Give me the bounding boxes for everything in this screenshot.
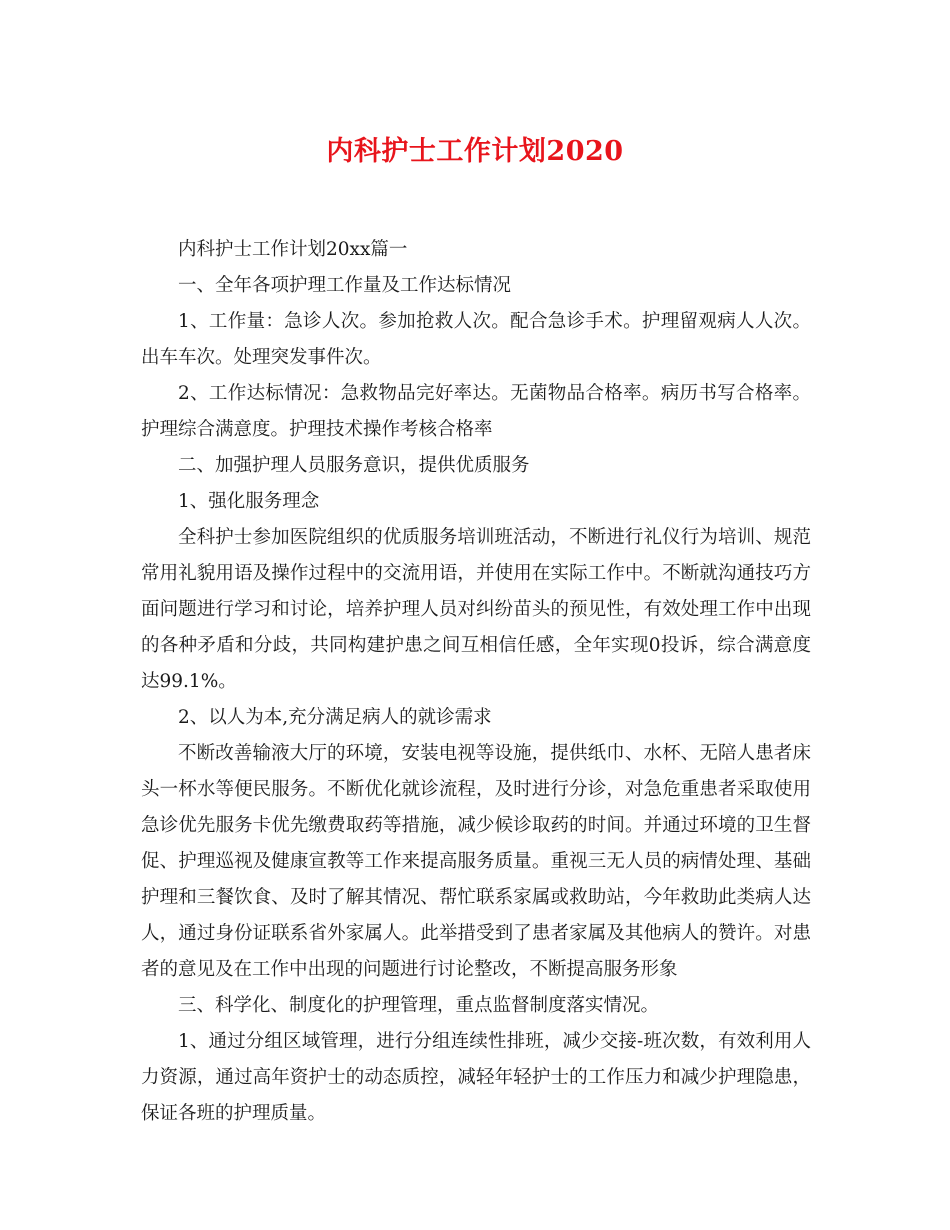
document-body [141, 232, 811, 1132]
subheading-service-concept: 1、强化服务理念 [178, 491, 320, 512]
paragraph-patient-services: 不断改善输液大厅的环境，安装电视等设施，提供纸巾、水杯、无陪人患者床头一杯水等便民服务。不断优化就诊流程，及时进行分诊，对急危重患者采取使用急诊优先服务卡优先缴费取药等措施，减少候诊取药的时间。并通过环境的卫生督促、护理巡视及健康宣教等工作来提高服务质量。重视三无人员的病情处理、基础护理和三餐饮食、及时了解其情况、帮忙联系家属或救助站，今年救助此类病人达人，通过身份证联系省外家属人。此举措受到了患者家属及其他病人的赞许。对患者的意见及在工作中出现的问题进行讨论整改，不断提高服务形象 [141, 743, 811, 980]
document-title: 内科护士工作计划2020 [326, 136, 624, 167]
paragraph-standards: 2、工作达标情况：急救物品完好率达。无菌物品合格率。病历书写合格率。护理综合满意度。护理技术操作考核合格率 [141, 383, 811, 440]
paragraph-subtitle: 内科护士工作计划20xx篇一 [178, 239, 408, 260]
section-heading-2: 二、加强护理人员服务意识，提供优质服务 [178, 455, 530, 476]
paragraph-workload: 1、工作量：急诊人次。参加抢救人次。配合急诊手术。护理留观病人人次。出车车次。处理突发事件次。 [141, 311, 811, 368]
section-heading-1: 一、全年各项护理工作量及工作达标情况 [178, 275, 512, 296]
subheading-patient-needs: 2、以人为本,充分满足病人的就诊需求 [178, 707, 492, 728]
paragraph-service-training: 全科护士参加医院组织的优质服务培训班活动，不断进行礼仪行为培训、规范常用礼貌用语及操作过程中的交流用语，并使用在实际工作中。不断就沟通技巧方面问题进行学习和讨论，培养护理人员对纠纷苗头的预见性，有效处理工作中出现的各种矛盾和分歧，共同构建护患之间互相信任感，全年实现0投诉，综合满意度达99.1%。 [141, 527, 811, 692]
section-heading-3: 三、科学化、制度化的护理管理，重点监督制度落实情况。 [178, 995, 660, 1016]
paragraph-group-management: 1、通过分组区域管理，进行分组连续性排班，减少交接-班次数，有效利用人力资源，通过高年资护士的动态质控，减轻年轻护士的工作压力和减少护理隐患，保证各班的护理质量。 [141, 1031, 811, 1124]
